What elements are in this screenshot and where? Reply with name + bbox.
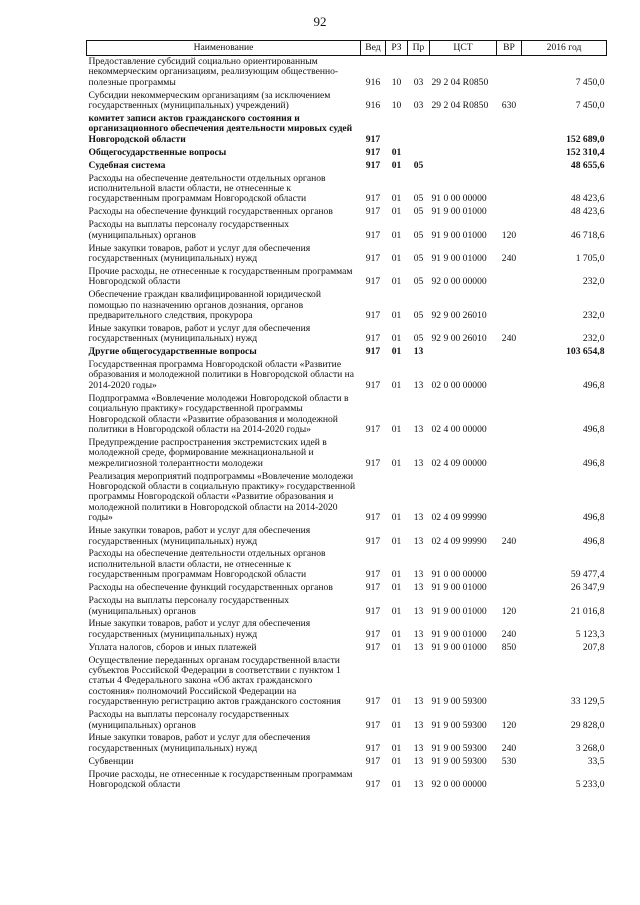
row-pr: 05 (413, 309, 424, 321)
row-ved: 917 (365, 333, 381, 345)
row-pr: 13 (413, 696, 424, 708)
row-cst: 29 2 04 R0850 (431, 100, 489, 112)
row-cst: 02 4 09 99990 (431, 512, 487, 524)
row-cst: 91 9 00 59300 (431, 719, 487, 731)
row-ved: 917 (365, 779, 381, 791)
row-rz: 01 (391, 229, 402, 241)
row-name: Иные закупки товаров, работ и услуг для обеспечения государственных (муниципальных) нужд (88, 322, 311, 345)
row-rz (386, 113, 408, 147)
row-pr: 13 (413, 569, 424, 581)
row-pr: 13 (413, 346, 424, 358)
row-vr (497, 147, 522, 160)
row-pr: 13 (413, 742, 424, 754)
row-vr (497, 113, 522, 147)
row-vr (497, 173, 522, 207)
row-cst: 29 2 04 R0850 (431, 76, 489, 88)
table-row (87, 756, 607, 769)
row-name: Осуществление переданных органам государственной власти субъектов Российской Федерации в соответствии с пунктом 1 статьи 4 Федерального закона «Об актах гражданского состояния» полномочий Российской Федерации на государственную регистрацию актов гражданского состояния (88, 654, 341, 708)
row-amount: 232,0 (582, 333, 605, 345)
row-rz: 01 (391, 159, 402, 171)
row-cst: 91 9 00 01000 (431, 582, 487, 594)
row-cst: 91 9 00 59300 (431, 742, 487, 754)
header-rz: РЗ (386, 41, 408, 56)
row-amount: 5 123,3 (575, 628, 605, 640)
row-amount: 5 233,0 (575, 779, 605, 791)
row-amount: 496,8 (582, 424, 605, 435)
row-ved: 917 (365, 457, 381, 469)
table-row (87, 346, 607, 359)
row-amount: 46 718,6 (570, 229, 605, 241)
row-cst: 91 9 00 01000 (431, 605, 487, 617)
table-body (87, 56, 607, 793)
row-rz: 01 (391, 346, 402, 358)
row-ved: 917 (365, 512, 381, 524)
row-rz: 01 (391, 252, 402, 264)
row-cst: 91 9 00 59300 (431, 696, 487, 708)
row-name: Иные закупки товаров, работ и услуг для обеспечения государственных (муниципальных) нужд (88, 732, 311, 754)
row-pr: 05 (413, 229, 424, 241)
row-name: Государственная программа Новгородской области «Развитие образования и молодежной политики в Новгородской области на 2014-2020 годы» (88, 359, 355, 391)
row-amount: 103 654,8 (566, 346, 605, 358)
row-pr: 13 (413, 641, 424, 653)
row-vr (497, 582, 522, 595)
row-vr: 120 (501, 229, 517, 241)
table-row (87, 173, 607, 207)
header-cst: ЦСТ (430, 41, 497, 56)
table-row (87, 548, 607, 582)
budget-table (86, 40, 607, 792)
row-pr (408, 147, 430, 160)
row-name: Субсидии некоммерческим организациям (за исключением государственных (муниципальных) учреждений) (88, 89, 331, 112)
row-rz: 01 (391, 333, 402, 345)
row-vr (497, 437, 522, 471)
row-name: Расходы на выплаты персоналу государственных (муниципальных) органов (88, 595, 290, 617)
row-vr (497, 548, 522, 582)
row-pr: 13 (413, 755, 424, 767)
table-header (87, 41, 607, 56)
table-row (87, 471, 607, 526)
table-row (87, 655, 607, 710)
table-row (87, 56, 607, 90)
row-amount: 496,8 (582, 457, 605, 469)
row-cst: 91 9 00 01000 (431, 628, 487, 640)
row-amount: 29 828,0 (570, 719, 605, 731)
row-pr: 05 (413, 276, 424, 288)
row-name: Другие общегосударственные вопросы (88, 346, 257, 358)
row-vr: 240 (501, 742, 517, 754)
row-cst: 92 0 00 00000 (431, 779, 487, 791)
row-vr (497, 471, 522, 526)
row-pr: 05 (413, 252, 424, 264)
row-rz: 01 (391, 457, 402, 469)
row-rz: 01 (391, 742, 402, 754)
row-vr: 120 (501, 719, 517, 731)
row-rz: 01 (391, 535, 402, 547)
row-pr: 13 (413, 628, 424, 640)
row-pr: 13 (413, 379, 424, 391)
table-row (87, 289, 607, 323)
row-cst: 91 0 00 00000 (431, 569, 487, 581)
row-rz: 01 (391, 755, 402, 767)
row-amount: 48 655,6 (570, 159, 605, 171)
row-amount: 496,8 (582, 535, 605, 547)
row-rz: 01 (391, 719, 402, 731)
row-name: Прочие расходы, не отнесенные к государственным программам Новгородской области (88, 768, 353, 791)
row-name: Подпрограмма «Вовлечение молодежи Новгородской области в социальную практику» государственной программы Новгородской области «Развитие образования и молодежной политики в Новгородской области на 2014-2020 годы» (88, 392, 349, 435)
table-row (87, 160, 607, 173)
row-ved: 917 (365, 696, 381, 708)
row-rz: 01 (391, 379, 402, 391)
row-cst: 92 9 00 26010 (431, 309, 487, 321)
row-name: Прочие расходы, не отнесенные к государственным программам Новгородской области (88, 265, 353, 288)
row-name: Предоставление субсидий социально ориентированным некоммерческим организациям, реализующим общественно-полезные программы (88, 56, 339, 88)
table-row (87, 769, 607, 792)
row-pr: 13 (413, 605, 424, 617)
row-cst (430, 160, 497, 173)
table-row (87, 90, 607, 113)
row-cst: 02 4 09 00000 (431, 457, 487, 469)
row-vr (497, 393, 522, 437)
row-pr (408, 113, 430, 147)
row-pr: 13 (413, 512, 424, 524)
row-ved: 917 (365, 146, 381, 158)
row-amount: 33 129,5 (570, 696, 605, 708)
row-amount: 496,8 (582, 512, 605, 524)
row-rz: 01 (391, 605, 402, 617)
row-pr: 13 (413, 582, 424, 594)
row-ved: 917 (365, 742, 381, 754)
row-ved: 917 (365, 346, 381, 358)
table-row (87, 359, 607, 393)
row-amount: 152 689,0 (566, 133, 605, 145)
row-ved: 917 (365, 582, 381, 594)
row-pr: 05 (413, 193, 424, 205)
row-name: Расходы на обеспечение функций государственных органов (88, 582, 333, 594)
row-name: Предупреждение распространения экстремистских идей в молодежной среде, формирование межнациональной и межрелигиозной толерантности молодежи (88, 436, 327, 469)
table-row (87, 642, 607, 655)
row-name: Иные закупки товаров, работ и услуг для обеспечения государственных (муниципальных) нужд (88, 525, 311, 547)
table-row (87, 732, 607, 755)
row-ved: 917 (365, 309, 381, 321)
row-name: Расходы на обеспечение функций государственных органов (88, 206, 333, 218)
row-ved: 917 (365, 628, 381, 640)
row-rz: 01 (391, 424, 402, 435)
table-row (87, 618, 607, 641)
table-row (87, 709, 607, 732)
row-rz: 01 (391, 779, 402, 791)
row-cst: 91 9 00 59300 (431, 755, 487, 767)
row-name: Расходы на обеспечение деятельности отдельных органов исполнительной власти области, не отнесенные к государственным программам Новгородской области (88, 548, 326, 581)
row-cst: 91 9 00 01000 (431, 641, 487, 653)
row-vr: 240 (501, 333, 517, 345)
row-ved: 917 (365, 159, 381, 171)
page-number: 92 (313, 14, 327, 29)
row-ved: 917 (365, 252, 381, 264)
row-cst: 92 9 00 26010 (431, 333, 487, 345)
row-ved: 917 (365, 641, 381, 653)
row-name: Общегосударственные вопросы (88, 146, 227, 158)
row-rz: 01 (391, 146, 402, 158)
row-vr (497, 206, 522, 219)
row-vr (497, 266, 522, 289)
row-amount: 26 347,9 (570, 582, 605, 594)
row-vr: 120 (501, 605, 517, 617)
table-row (87, 595, 607, 618)
row-name: комитет записи актов гражданского состояния и организационного обеспечения деятельности мировых судей Новгородской области (88, 113, 353, 145)
row-ved: 917 (365, 276, 381, 288)
row-ved: 917 (365, 605, 381, 617)
row-name: Иные закупки товаров, работ и услуг для обеспечения государственных (муниципальных) нужд (88, 242, 311, 264)
header-vr: ВР (497, 41, 522, 56)
row-amount: 232,0 (582, 309, 605, 321)
table-row (87, 393, 607, 437)
row-ved: 917 (365, 424, 381, 435)
row-pr: 05 (413, 159, 424, 171)
row-cst (430, 346, 497, 359)
row-pr: 03 (413, 76, 424, 88)
row-ved: 916 (365, 100, 381, 112)
row-rz: 01 (391, 512, 402, 524)
row-vr (497, 769, 522, 792)
table-row (87, 437, 607, 471)
row-name: Обеспечение граждан квалифицированной юридической помощью по назначению органов дознания, органов предварительного следствия, прокурора (88, 289, 321, 321)
row-name: Реализация мероприятий подпрограммы «Вовлечение молодежи Новгородской области в социальную практику» государственной программы Новгородской области «Развитие образования и молодежной политики в Новгородской области на 2014-2020 годы» (88, 470, 356, 524)
row-ved: 917 (365, 755, 381, 767)
row-pr: 13 (413, 457, 424, 469)
row-vr (497, 346, 522, 359)
row-vr: 850 (501, 641, 517, 653)
row-vr: 530 (501, 755, 517, 767)
row-ved: 917 (365, 193, 381, 205)
row-amount: 59 477,4 (570, 569, 605, 581)
row-name: Судебная система (88, 159, 166, 171)
row-rz: 01 (391, 569, 402, 581)
row-cst: 02 4 00 00000 (431, 424, 487, 435)
row-vr (497, 160, 522, 173)
table-row (87, 113, 607, 147)
row-ved: 917 (365, 379, 381, 391)
row-name: Расходы на выплаты персоналу государственных (муниципальных) органов (88, 219, 290, 241)
row-rz: 10 (391, 100, 402, 112)
header-year: 2016 год (522, 41, 607, 56)
row-vr: 240 (501, 535, 517, 547)
row-cst: 02 4 09 99990 (431, 535, 487, 547)
table-row (87, 219, 607, 242)
row-pr: 13 (413, 535, 424, 547)
row-amount: 7 450,0 (575, 100, 605, 112)
row-vr (497, 56, 522, 90)
row-cst (430, 113, 497, 147)
row-amount: 207,8 (582, 641, 605, 653)
table-row (87, 582, 607, 595)
row-amount: 33,5 (587, 755, 605, 767)
row-amount: 48 423,6 (570, 193, 605, 205)
row-ved: 917 (365, 229, 381, 241)
row-amount: 232,0 (582, 276, 605, 288)
table-row (87, 323, 607, 346)
table-row (87, 147, 607, 160)
row-name: Субвенции (88, 755, 134, 767)
table-row (87, 525, 607, 548)
row-rz: 10 (391, 76, 402, 88)
row-pr: 05 (413, 206, 424, 218)
row-cst: 91 9 00 01000 (431, 252, 487, 264)
row-amount: 496,8 (582, 379, 605, 391)
row-cst: 02 0 00 00000 (431, 379, 487, 391)
row-amount: 7 450,0 (575, 76, 605, 88)
header-ved: Вед (361, 41, 386, 56)
row-ved: 917 (365, 569, 381, 581)
row-cst: 91 9 00 01000 (431, 229, 487, 241)
row-amount: 1 705,0 (575, 252, 605, 264)
row-amount: 21 016,8 (570, 605, 605, 617)
table-row (87, 243, 607, 266)
row-vr: 630 (501, 100, 517, 112)
row-ved: 917 (365, 206, 381, 218)
row-vr (497, 359, 522, 393)
row-cst: 91 0 00 00000 (431, 193, 487, 205)
row-pr: 05 (413, 333, 424, 345)
row-ved: 917 (365, 133, 381, 145)
header-name: Наименование (87, 41, 361, 56)
row-pr: 13 (413, 719, 424, 731)
row-amount: 48 423,6 (570, 206, 605, 218)
table-row (87, 206, 607, 219)
row-cst: 91 9 00 01000 (431, 206, 487, 218)
row-ved: 917 (365, 535, 381, 547)
table-row (87, 266, 607, 289)
row-amount: 152 310,4 (566, 146, 605, 158)
row-name: Расходы на обеспечение деятельности отдельных органов исполнительной власти области, не отнесенные к государственным программам Новгородской области (88, 172, 326, 205)
row-pr: 03 (413, 100, 424, 112)
row-rz: 01 (391, 696, 402, 708)
row-rz: 01 (391, 582, 402, 594)
row-pr: 13 (413, 424, 424, 435)
row-vr (497, 655, 522, 710)
row-rz: 01 (391, 309, 402, 321)
row-vr: 240 (501, 628, 517, 640)
row-rz: 01 (391, 641, 402, 653)
row-ved: 917 (365, 719, 381, 731)
row-rz: 01 (391, 276, 402, 288)
header-pr: Пр (408, 41, 430, 56)
row-cst: 92 0 00 00000 (431, 276, 487, 288)
row-name: Расходы на выплаты персоналу государственных (муниципальных) органов (88, 709, 290, 731)
row-amount: 3 268,0 (575, 742, 605, 754)
row-name: Иные закупки товаров, работ и услуг для обеспечения государственных (муниципальных) нужд (88, 618, 311, 640)
row-rz: 01 (391, 628, 402, 640)
row-vr: 240 (501, 252, 517, 264)
row-ved: 916 (365, 76, 381, 88)
row-vr (497, 289, 522, 323)
row-name: Уплата налогов, сборов и иных платежей (88, 641, 257, 653)
row-rz: 01 (391, 206, 402, 218)
row-pr: 13 (413, 779, 424, 791)
row-cst (430, 147, 497, 160)
row-rz: 01 (391, 193, 402, 205)
